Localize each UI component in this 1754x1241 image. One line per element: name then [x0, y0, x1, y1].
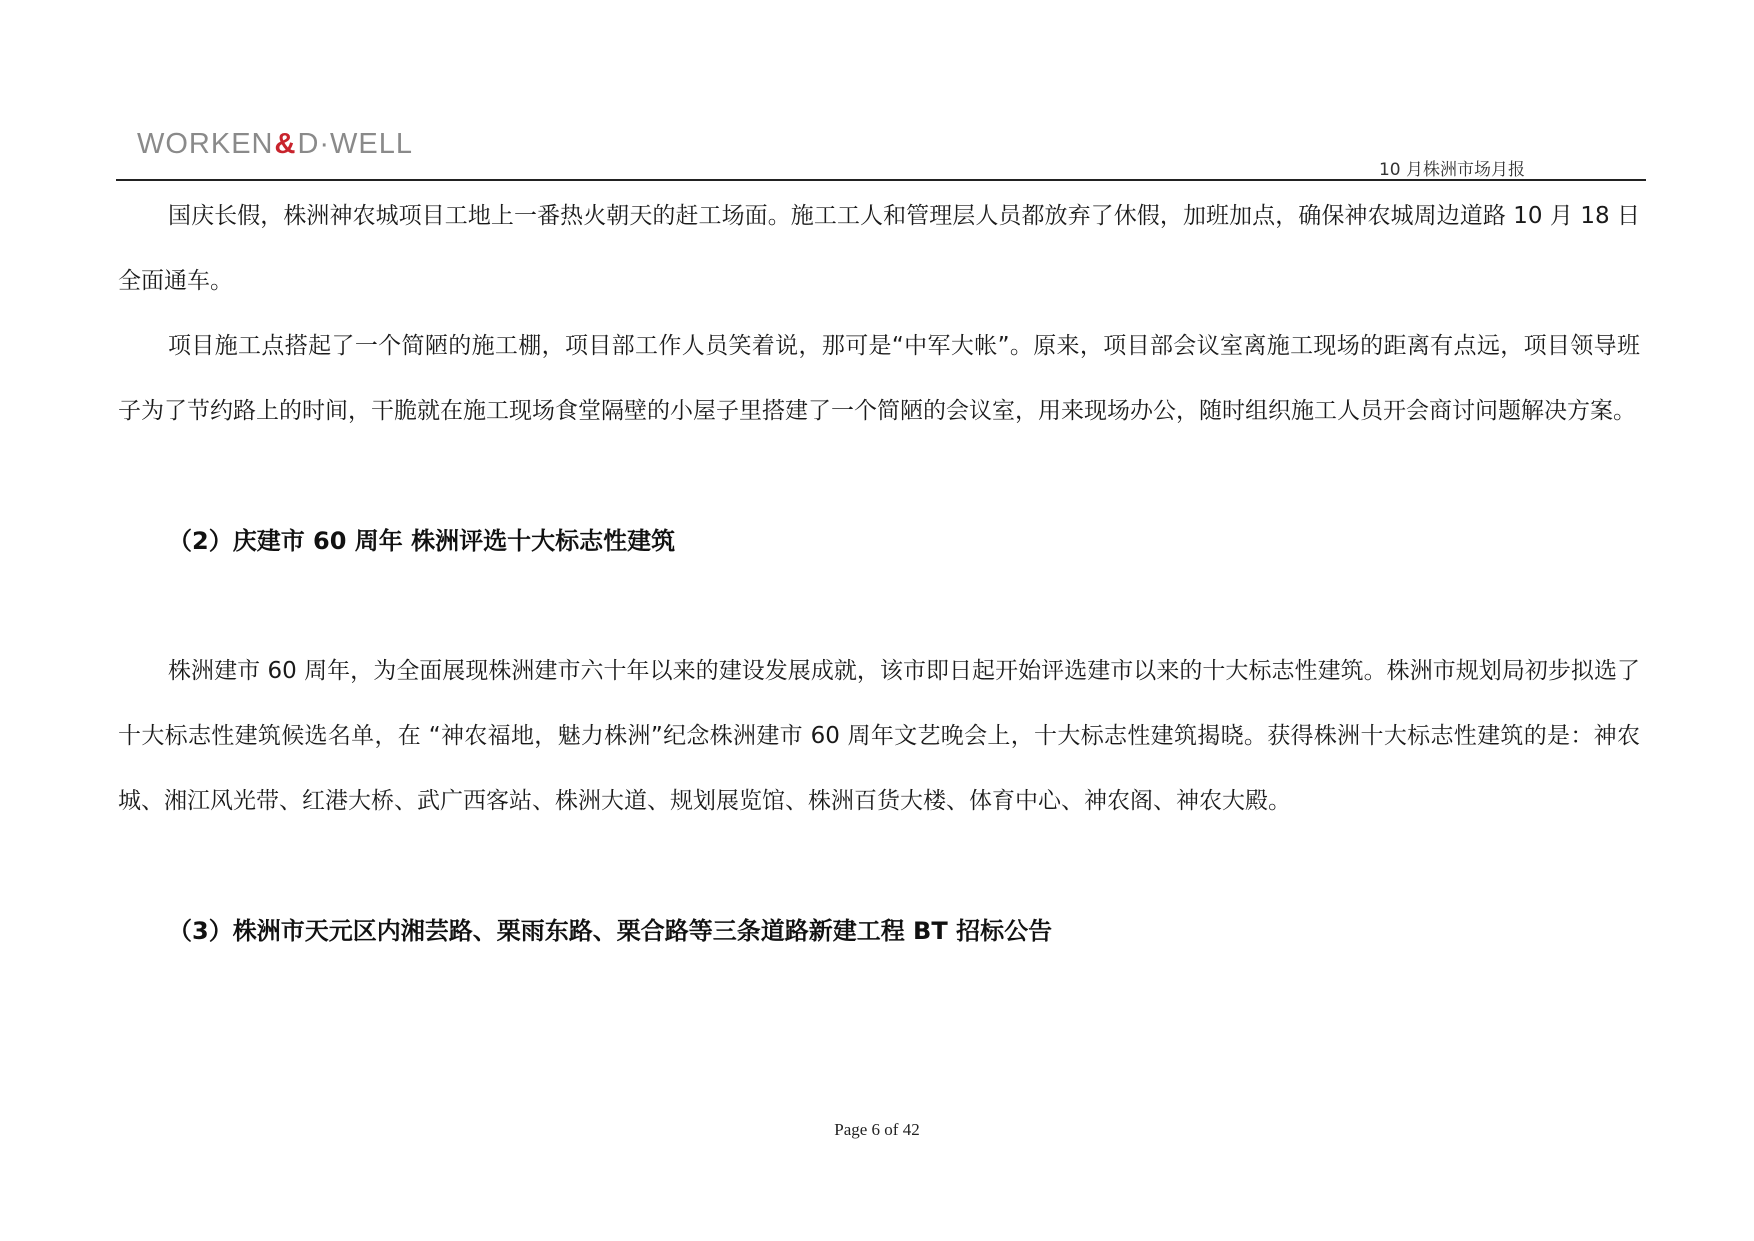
company-logo — [137, 128, 413, 160]
spacer — [118, 834, 1640, 899]
paragraph-meeting-room: 项目施工点搭起了一个简陋的施工棚，项目部工作人员笑着说，那可是“中军大帐”。原来，项目部会议室离施工现场的距离有点远，项目领导班子为了节约路上的时间，干脆就在施工现场食堂隔壁的小屋子里搭建了一个简陋的会议室，用来现场办公，随时组织施工人员开会商讨问题解决方案。 — [118, 333, 1640, 424]
section-heading-landmarks: （2）庆建市 60 周年 株洲评选十大标志性建筑 — [168, 527, 676, 555]
paragraph-construction: 国庆长假，株洲神农城项目工地上一番热火朝天的赶工场面。施工工人和管理层人员都放弃了休假，加班加点，确保神农城周边道路 10 月 18 日全面通车。 — [118, 203, 1640, 294]
logo-ampersand: & — [274, 127, 297, 160]
paragraph-landmarks: 株洲建市 60 周年，为全面展现株洲建市六十年以来的建设发展成就，该市即日起开始评选建市以来的十大标志性建筑。株洲市规划局初步拟选了十大标志性建筑候选名单，在 “神农福地，魅力株洲”纪念株洲建市 60 周年文艺晚会上，十大标志性建筑揭晓。获得株洲十大标志性建筑的是：神农城、湘江风光带、红港大桥、武广西客站、株洲大道、规划展览馆、株洲百货大楼、体育中心、神农阁、神农大殿。 — [118, 658, 1640, 814]
spacer — [118, 574, 1640, 639]
logo-text-right: D·WELL — [297, 127, 414, 160]
spacer — [118, 444, 1640, 509]
report-title: 10 月株洲市场月报 — [1378, 160, 1525, 180]
document-body — [118, 184, 1640, 964]
header-divider — [116, 179, 1646, 181]
logo-text-left: WORKEN — [137, 127, 274, 160]
section-heading-bt-tender: （3）株洲市天元区内湘芸路、栗雨东路、栗合路等三条道路新建工程 BT 招标公告 — [168, 917, 1053, 945]
page-number: Page 6 of 42 — [834, 1120, 920, 1139]
